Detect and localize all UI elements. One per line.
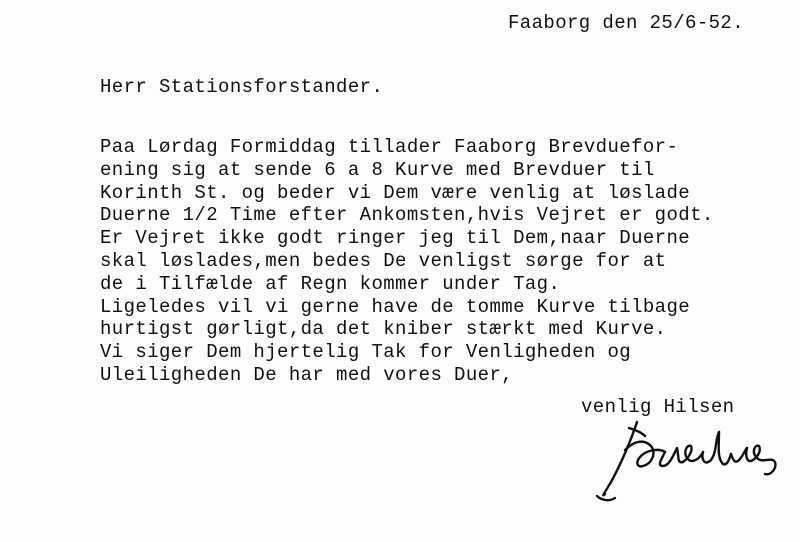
dateline: Faaborg den 25/6-52. — [508, 12, 745, 34]
body-line: Uleiligheden De har med vores Duer, — [100, 363, 514, 386]
body-line: Ligeledes vil vi gerne have de tomme Kurve tilbage — [100, 295, 691, 318]
handwritten-signature — [595, 416, 795, 506]
salutation: Herr Stationsforstander. — [100, 76, 384, 98]
body-line: Vi siger Dem hjertelig Tak for Venligheden og — [100, 341, 632, 364]
body-line: Er Vejret ikke godt ringer jeg til Dem,naar Duerne — [100, 227, 691, 250]
body-line: Paa Lørdag Formiddag tillader Faaborg Brevduefor- — [100, 136, 679, 158]
signature-drawing — [595, 416, 795, 506]
body-line: Korinth St. og beder vi Dem være venlig at løslade — [100, 181, 691, 204]
closing: venlig Hilsen — [581, 396, 735, 418]
body-line: skal løslades,men bedes De venligst sørge for at — [100, 249, 667, 272]
body-line: Duerne 1/2 Time efter Ankomsten,hvis Vejret er godt. — [100, 204, 714, 227]
body-line: de i Tilfælde af Regn kommer under Tag. — [100, 272, 561, 295]
body-line: ening sig at sende 6 a 8 Kurve med Brevduer til — [100, 158, 655, 181]
letter-body — [100, 136, 780, 387]
body-line: hurtigst gørligt,da det kniber stærkt med Kurve. — [100, 318, 667, 341]
